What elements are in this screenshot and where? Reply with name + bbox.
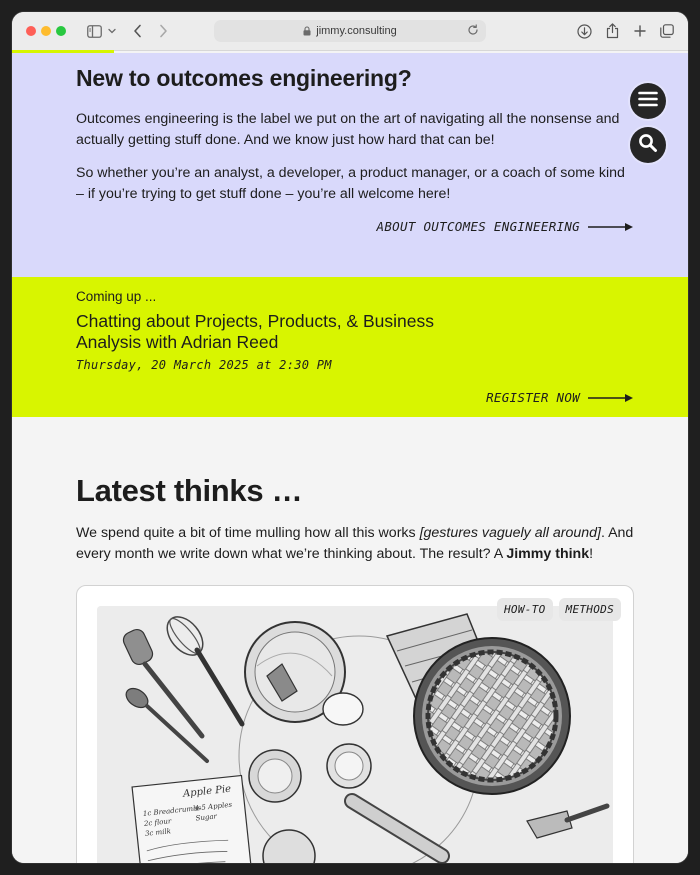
intro-text-end: ! <box>589 546 594 562</box>
register-now-link[interactable] <box>486 390 634 405</box>
address-bar[interactable] <box>214 20 486 42</box>
tag-how-to[interactable]: HOW-TO <box>497 598 553 621</box>
latest-heading: Latest thinks … <box>76 473 303 508</box>
hero-paragraph-2: So whether you’re an analyst, a developer, a product manager, or a coach of some kind – if you’re trying to get stuff done – you’re all welcome here! <box>76 165 625 202</box>
hero-heading: New to outcomes engineering? <box>76 65 412 91</box>
browser-toolbar <box>12 12 688 51</box>
arrow-right-icon <box>588 393 634 403</box>
article-tags <box>497 598 621 621</box>
recipe-line-4: 4-5 Apples <box>194 800 233 813</box>
hero-paragraph-1: Outcomes engineering is the label we put on the art of navigating all the nonsense and actually getting stuff done. And we know just how hard that can be! <box>76 111 620 148</box>
recipe-line-2: 2c flour <box>143 817 172 828</box>
share-icon[interactable] <box>602 21 622 41</box>
forward-icon[interactable] <box>154 21 172 41</box>
register-link-label: REGISTER NOW <box>486 390 580 405</box>
minimize-window-button[interactable] <box>41 26 51 36</box>
intro-text-1: We spend quite a bit of time mulling how all this works <box>76 525 420 541</box>
reload-icon[interactable] <box>467 24 479 39</box>
latest-intro <box>76 523 636 565</box>
plus-icon[interactable] <box>630 21 650 41</box>
search-icon <box>638 133 658 158</box>
menu-button[interactable] <box>630 83 666 119</box>
lock-icon <box>303 26 311 36</box>
close-window-button[interactable] <box>26 26 36 36</box>
about-link-label: ABOUT OUTCOMES ENGINEERING <box>376 219 580 234</box>
latest-thinks-section <box>12 417 688 863</box>
upcoming-event-section <box>12 277 688 417</box>
zoom-window-button[interactable] <box>56 26 66 36</box>
intro-text-2: . And every month we write down what we’re thinking about. The result? A <box>76 525 634 562</box>
event-title: Chatting about Projects, Products, & Business Analysis with Adrian Reed <box>76 311 434 352</box>
outcomes-engineering-section <box>12 53 688 277</box>
back-icon[interactable] <box>128 21 146 41</box>
page-content <box>12 53 688 863</box>
search-button[interactable] <box>630 127 666 163</box>
jimmy-think-term: Jimmy think <box>506 546 590 562</box>
about-outcomes-engineering-link[interactable] <box>377 219 634 234</box>
recipe-line-5: Sugar <box>195 812 218 823</box>
menu-icon <box>638 91 658 112</box>
address-url: jimmy.consulting <box>316 25 397 37</box>
event-date: Thursday, 20 March 2025 at 2:30 PM <box>76 358 332 372</box>
tag-methods[interactable]: METHODS <box>559 598 621 621</box>
chevron-down-icon[interactable] <box>106 21 118 41</box>
arrow-right-icon <box>588 222 634 232</box>
think-article-card[interactable] <box>76 585 634 863</box>
browser-window <box>12 12 688 863</box>
recipe-line-3: 3c milk <box>144 827 172 838</box>
article-illustration <box>97 606 613 863</box>
recipe-line-1: 1c Breadcrumbs <box>142 803 202 819</box>
recipe-title: Apple Pie <box>182 783 232 800</box>
sidebar-icon[interactable] <box>84 21 104 41</box>
intro-aside: [gestures vaguely all around] <box>419 525 601 541</box>
tabs-icon[interactable] <box>657 21 677 41</box>
event-kicker: Coming up ... <box>76 289 157 304</box>
download-icon[interactable] <box>574 21 594 41</box>
